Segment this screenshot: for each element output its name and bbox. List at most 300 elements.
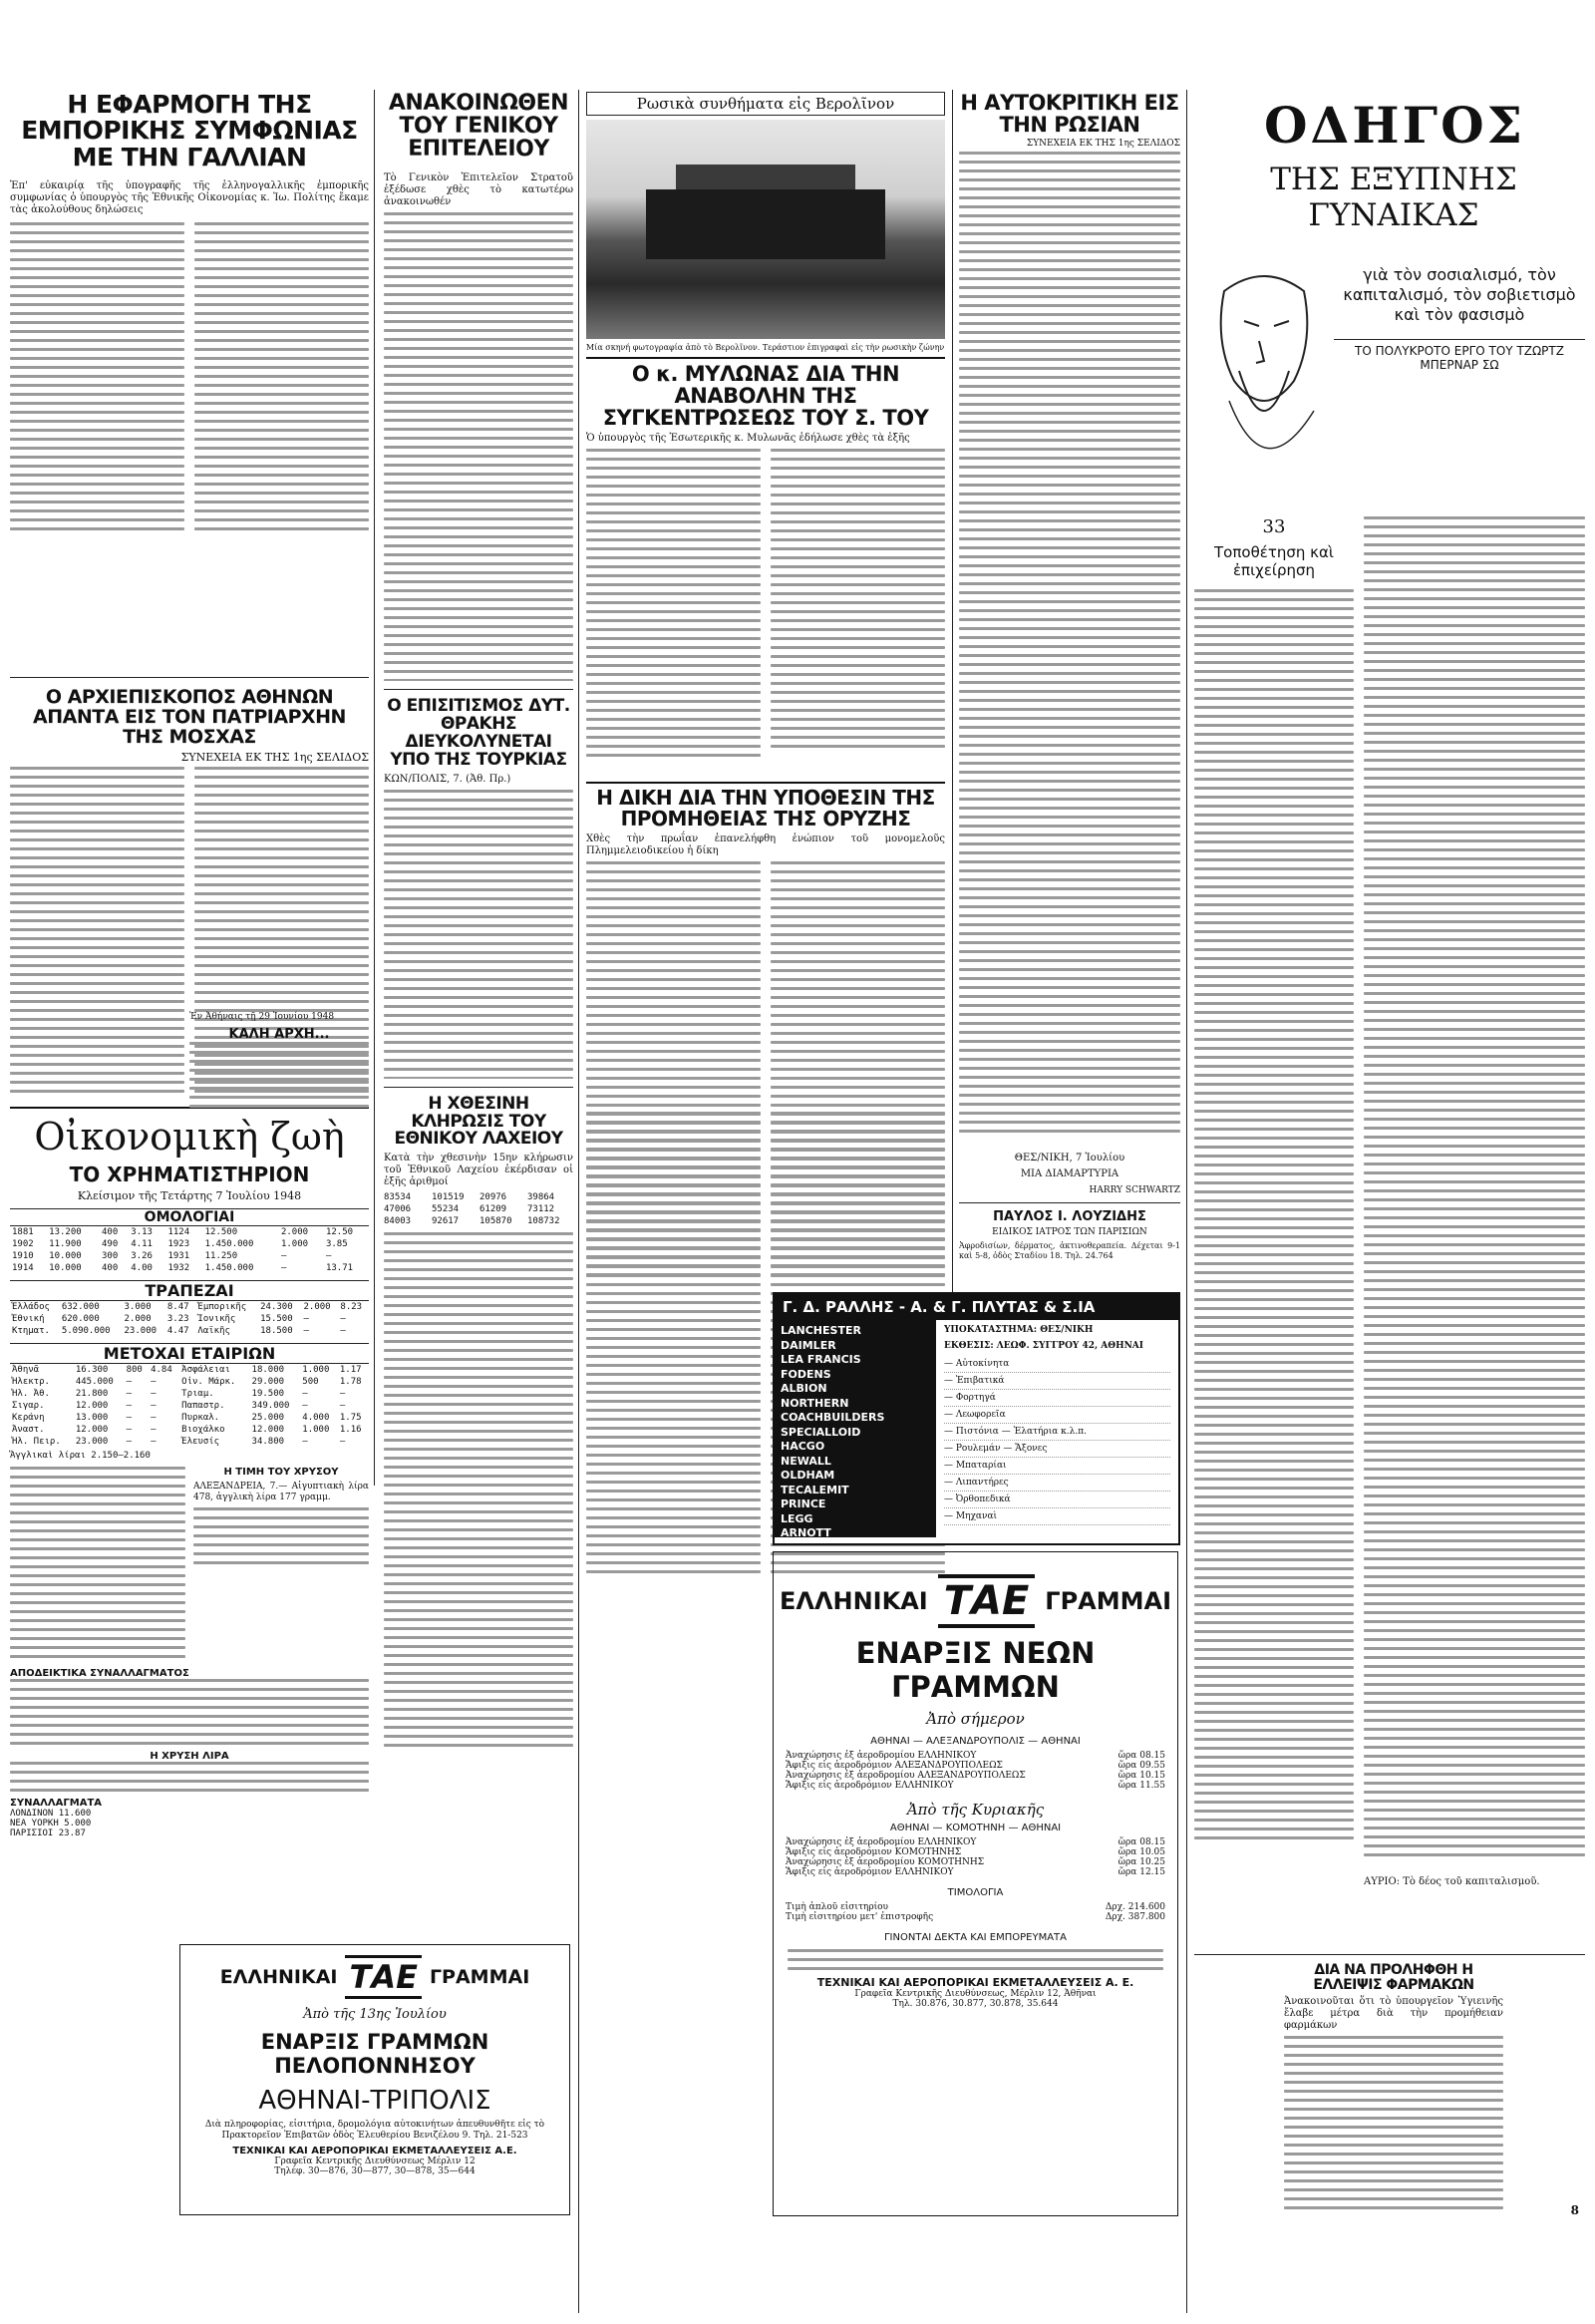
- fx-title: ΣΥΝΑΛΛΑΓΜΑΤΑ: [10, 1798, 103, 1809]
- page-number: 8: [1570, 2203, 1579, 2217]
- table-cell: —: [340, 1314, 346, 1324]
- story-headline: Ο κ. ΜΥΛΩΝΑΣ ΔΙΑ ΤΗΝ ΑΝΑΒΟΛΗΝ ΤΗΣ ΣΥΓΚΕΝΤΡΩΣΕΩΣ ΤΟΥ Σ. ΤΟΥ: [602, 362, 929, 431]
- photo-title: Ρωσικὰ συνθήματα εἰς Βερολῖνον: [586, 92, 945, 116]
- share-row: [10, 1376, 369, 1388]
- table-cell: 4.11: [131, 1239, 153, 1249]
- author-caricature-icon: [1194, 251, 1334, 510]
- ad-header: Γ. Δ. ΡΑΛΛΗΣ - Α. & Γ. ΠΛΥΤΑΣ & Σ.ΙΑ: [775, 1294, 1178, 1320]
- schedule-row: [786, 1847, 1165, 1857]
- brand-name: LANCHESTER: [781, 1324, 861, 1337]
- body-text-placeholder: [384, 212, 573, 681]
- table-cell: Ἐλευσίς: [181, 1437, 220, 1447]
- series-subtitle: γιὰ τὸν σοσιαλισμό, τὸν καπιταλισμό, τὸν σοβιετισμὸ καὶ τὸν φασισμὸ: [1343, 265, 1576, 324]
- fx-row: ΝΕΑ ΥΟΡΚΗ 5.000: [10, 1819, 92, 1828]
- ad-word: ΓΡΑΜΜΑΙ: [1045, 1587, 1172, 1615]
- bond-row: [10, 1238, 369, 1250]
- brand-name: HACGO: [781, 1440, 825, 1453]
- ad-word: ΕΛΛΗΝΙΚΑΙ: [779, 1587, 928, 1615]
- table-cell: —: [302, 1401, 308, 1411]
- product-item: — Μπαταρίαι: [944, 1458, 1170, 1475]
- ad-address: ΕΚΘΕΣΙΣ: ΛΕΩΦ. ΣΥΓΓΡΟΥ 42, ΑΘΗΝΑΙ: [944, 1341, 1144, 1351]
- fares-table: [774, 1898, 1177, 1926]
- table-cell: 4.47: [166, 1326, 189, 1336]
- table-cell: 349.000: [251, 1401, 290, 1411]
- body-text-placeholder: [586, 1112, 945, 1281]
- column-rule: [952, 90, 953, 1346]
- table-cell: 29.000: [251, 1377, 285, 1387]
- schedule-value: ὥρα 09.55: [1117, 1761, 1165, 1771]
- banks-table: [10, 1301, 369, 1337]
- sovereign-title: Η ΧΡΥΣΗ ΛΙΡΑ: [150, 1751, 229, 1762]
- photo: [586, 120, 945, 339]
- table-cell: Ἠλ. Ἀθ.: [12, 1389, 50, 1399]
- lottery-number: 83534: [384, 1192, 412, 1203]
- share-row: [10, 1364, 369, 1376]
- bonds-table: [10, 1226, 369, 1274]
- schedule-value: Δρχ. 387.800: [1105, 1912, 1165, 1922]
- product-item: — Αὐτοκίνητα: [944, 1356, 1170, 1373]
- brand-name: ALBION: [781, 1382, 827, 1395]
- table-cell: Ἑλλάδος: [12, 1302, 50, 1312]
- schedule-label: Τιμὴ εἰσιτηρίου μετ' ἐπιστροφῆς: [786, 1912, 934, 1922]
- column-2: [384, 92, 573, 1751]
- lottery-number: 105870: [479, 1216, 512, 1227]
- ad-hq: Γραφεῖα Κεντρικῆς Διευθύνσεως Μέρλιν 12: [274, 2157, 476, 2166]
- table-cell: —: [340, 1326, 346, 1336]
- brand-name: DAIMLER: [781, 1338, 836, 1352]
- brand-name: PRINCE: [781, 1497, 826, 1510]
- table-cell: Κτηματ.: [12, 1326, 50, 1336]
- brand-name: LEGG: [781, 1511, 813, 1525]
- story-kicker: ΜΙΑ ΔΙΑΜΑΡΤΥΡΙΑ: [1020, 1168, 1119, 1180]
- table-cell: Ἀσφάλειαι: [181, 1365, 230, 1375]
- table-cell: 1124: [167, 1227, 190, 1237]
- table-heading: ΤΡΑΠΕΖΑΙ: [10, 1280, 369, 1301]
- exchange-title: ΤΟ ΧΡΗΜΑΤΙΣΤΗΡΙΟΝ: [69, 1162, 310, 1186]
- table-cell: Λαϊκῆς: [197, 1326, 230, 1336]
- table-cell: —: [126, 1425, 132, 1435]
- product-item: — Μηχαναὶ: [944, 1508, 1170, 1525]
- table-cell: 11.900: [49, 1239, 82, 1249]
- story-headline: ΑΝΑΚΟΙΝΩΘΕΝ ΤΟΥ ΓΕΝΙΚΟΥ ΕΠΙΤΕΛΕΙΟΥ: [388, 91, 569, 163]
- lottery-number: 20976: [479, 1192, 507, 1203]
- table-cell: Παπαστρ.: [181, 1401, 225, 1411]
- ad-phones: Τηλ. 30.876, 30.877, 30.878, 35.644: [892, 1999, 1059, 2009]
- story-headline: Η ΑΥΤΟΚΡΙΤΙΚΗ ΕΙΣ ΤΗΝ ΡΩΣΙΑΝ: [960, 91, 1179, 138]
- body-text-placeholder: [959, 152, 1180, 1149]
- ad-from: Ἀπὸ τῆς 13ης Ἰουλίου: [303, 2007, 447, 2022]
- table-cell: 1.78: [339, 1377, 362, 1387]
- lottery-number: 101519: [432, 1192, 465, 1203]
- table-cell: 23.000: [124, 1326, 158, 1336]
- table-cell: 13.200: [49, 1227, 82, 1237]
- table-heading: ΟΜΟΛΟΓΙΑΙ: [10, 1208, 369, 1226]
- column-rule: [374, 90, 375, 1486]
- tae-small-advertisement: [179, 1944, 570, 2215]
- series-title-word: ΟΔΗΓΟΣ: [1264, 96, 1525, 155]
- tomorrow-note: ΑΥΡΙΟ: Τὸ δέος τοῦ καπιταλισμοῦ.: [1364, 1876, 1540, 1887]
- brand-name: ARNOTT: [781, 1526, 831, 1539]
- bond-row: [10, 1262, 369, 1274]
- column-rule: [1186, 90, 1187, 2313]
- ad-hq: Γραφεῖα Κεντρικῆς Διευθύνσεως, Μέρλιν 12, Ἀθῆναι: [854, 1989, 1097, 1999]
- table-cell: —: [302, 1437, 308, 1447]
- table-cell: 1902: [12, 1239, 34, 1249]
- schedule-value: ὥρα 08.15: [1117, 1837, 1165, 1847]
- story-kicker: ΣΥΝΕΧΕΙΑ ΕΚ ΤΗΣ 1ης ΣΕΛΙΔΟΣ: [1026, 139, 1180, 150]
- body-text-placeholder: [384, 1232, 573, 1751]
- economy-section: [10, 1107, 369, 1838]
- table-cell: Ἠλ. Πειρ.: [12, 1437, 61, 1447]
- bond-row: [10, 1250, 369, 1262]
- lottery-number: 47006: [384, 1204, 412, 1215]
- product-item: — Ρουλεμάν — Ἄξονες: [944, 1441, 1170, 1458]
- table-cell: 1.16: [339, 1425, 362, 1435]
- gold-title: Η ΤΙΜΗ ΤΟΥ ΧΡΥΣΟΥ: [223, 1467, 339, 1478]
- bank-row: [10, 1313, 369, 1325]
- product-item: — Ἐπιβατικά: [944, 1373, 1170, 1390]
- table-cell: 4.000: [302, 1413, 330, 1423]
- schedule-value: ὥρα 10.25: [1117, 1857, 1165, 1867]
- brand-name: NEWALL: [781, 1454, 831, 1468]
- body-text-placeholder: [189, 1042, 369, 1108]
- share-row: [10, 1400, 369, 1412]
- table-cell: 25.000: [251, 1413, 285, 1423]
- fx-row: ΛΟΝΔΙΝΟΝ 11.600: [10, 1809, 92, 1819]
- table-cell: 19.500: [251, 1389, 285, 1399]
- table-cell: 5.090.000: [61, 1326, 111, 1336]
- share-row: [10, 1412, 369, 1424]
- table-cell: Τριαμ.: [181, 1389, 214, 1399]
- table-cell: —: [151, 1437, 157, 1447]
- table-cell: 12.000: [75, 1401, 109, 1411]
- ad-company: ΤΕΧΝΙΚΑΙ ΚΑΙ ΑΕΡΟΠΟΡΙΚΑΙ ΕΚΜΕΤΑΛΛΕΥΣΕΙΣ Α.Ε.: [232, 2146, 517, 2157]
- table-cell: —: [280, 1263, 287, 1273]
- schedule-value: ὥρα 10.15: [1117, 1771, 1165, 1781]
- table-cell: 16.300: [75, 1365, 109, 1375]
- table-cell: 445.000: [75, 1377, 114, 1387]
- author: HARRY SCHWARTZ: [1089, 1185, 1180, 1196]
- schedule-label: Ἀναχώρησις ἐξ ἀεροδρομίου ΚΟΜΟΤΗΝΗΣ: [786, 1857, 985, 1867]
- table-cell: —: [151, 1389, 157, 1399]
- table-cell: Ἀναστ.: [12, 1425, 45, 1435]
- body-text-placeholder: [10, 222, 369, 671]
- table-cell: 1.450.000: [204, 1263, 254, 1273]
- table-cell: —: [302, 1389, 308, 1399]
- brand-name: SPECIALLOID: [781, 1425, 861, 1439]
- table-cell: —: [303, 1314, 309, 1324]
- ad-info: Διὰ πληροφορίας, εἰσιτήρια, δρομολόγια αὐτοκινήτων ἀπευθυνθῆτε εἰς τὸ Πρακτορεῖον Ἐπιβατῶν ὁδὸς Ἐλευθερίου Βενιζέλου 9. Τηλ. 21-523: [204, 2120, 545, 2141]
- table-cell: Κεράνη: [12, 1413, 45, 1423]
- story-lead: Χθὲς τὴν πρωΐαν ἐπανελήφθη ἐνώπιον τοῦ μονομελοῦς Πλημμελειοδικείου ἡ δίκη: [586, 833, 945, 857]
- route-schedule: [774, 1747, 1177, 1795]
- exchange-note: Ἄγγλικαὶ λίραι: [10, 1451, 86, 1461]
- body-text-placeholder: [1284, 2036, 1503, 2215]
- table-cell: 8.23: [340, 1302, 363, 1312]
- exchange-note-value: 2.150—2.160: [91, 1451, 151, 1461]
- table-heading: ΜΕΤΟΧΑΙ ΕΤΑΙΡΙΩΝ: [10, 1343, 369, 1364]
- table-cell: Πυρκαλ.: [181, 1413, 220, 1423]
- table-cell: 8.47: [166, 1302, 189, 1312]
- body-text-placeholder: [10, 1762, 369, 1792]
- table-cell: 24.300: [260, 1302, 293, 1312]
- table-cell: 4.00: [131, 1263, 153, 1273]
- table-cell: 300: [101, 1251, 119, 1261]
- table-cell: —: [126, 1389, 132, 1399]
- schedule-row: [786, 1902, 1165, 1912]
- product-item: — Λεωφορεῖα: [944, 1407, 1170, 1424]
- brand-name: NORTHERN COACHBUILDERS: [781, 1396, 885, 1424]
- table-cell: 10.000: [49, 1263, 82, 1273]
- brand-name: LEA FRANCIS: [781, 1353, 861, 1366]
- column-rule: [578, 90, 579, 2313]
- schedule-value: ὥρα 08.15: [1117, 1751, 1165, 1761]
- table-cell: —: [325, 1251, 332, 1261]
- author-portrait: [1194, 251, 1334, 510]
- ad-branch: ΥΠΟΚΑΤΑΣΤΗΜΑ: ΘΕΣ/ΝΙΚΗ: [944, 1325, 1094, 1335]
- ad-from: Ἀπὸ σήμερον: [926, 1710, 1025, 1728]
- brand-name: FODENS: [781, 1367, 831, 1381]
- photo-caption: Μία σκηνή φωτογραφία ἀπὸ τὸ Βερολῖνον. Τεράστιον ἐπιγραφαὶ εἰς τὴν ρωσικὴν ζώνην: [586, 343, 945, 352]
- schedule-row: [786, 1857, 1165, 1867]
- body-text-placeholder: [774, 1943, 1177, 1970]
- tae-advertisement: [773, 1551, 1178, 2216]
- schedule-label: Ἀναχώρησις ἐξ ἀεροδρομίου ΕΛΛΗΝΙΚΟΥ: [786, 1837, 977, 1847]
- table-cell: 34.800: [251, 1437, 285, 1447]
- table-cell: 10.000: [49, 1251, 82, 1261]
- schedule-row: [786, 1771, 1165, 1781]
- column-4: [959, 92, 1180, 1265]
- body-text-placeholder: [1364, 516, 1585, 1872]
- table-cell: 1931: [167, 1251, 190, 1261]
- table-cell: 18.500: [260, 1326, 293, 1336]
- table-cell: Ἠλεκτρ.: [12, 1377, 50, 1387]
- table-cell: Ἰονικῆς: [197, 1314, 236, 1324]
- schedule-value: ὥρα 10.05: [1117, 1847, 1165, 1857]
- body-text-placeholder: [193, 1507, 369, 1564]
- table-cell: Ἐμπορικῆς: [197, 1302, 247, 1312]
- share-row: [10, 1424, 369, 1436]
- schedule-row: [786, 1761, 1165, 1771]
- table-cell: 18.000: [251, 1365, 285, 1375]
- story-lead: Τὸ Γενικὸν Ἐπιτελεῖον Στρατοῦ ἐξέδωσε χθὲς τὸ κατωτέρω ἀνακοινωθέν: [384, 172, 573, 208]
- doctor-name: ΠΑΥΛΟΣ Ι. ΛΟΥΖΙΔΗΣ: [993, 1209, 1146, 1225]
- product-item: — Φορτηγά: [944, 1390, 1170, 1407]
- schedule-label: Ἄφιξις εἰς ἀεροδρόμιον ΕΛΛΗΝΙΚΟΥ: [786, 1867, 954, 1877]
- table-cell: 490: [101, 1239, 119, 1249]
- table-cell: —: [303, 1326, 309, 1336]
- tae-logo: ΤΑΕ: [938, 1574, 1036, 1628]
- table-cell: 12.000: [75, 1425, 109, 1435]
- series-work: ΤΟ ΠΟΛΥΚΡΟΤΟ ΕΡΓΟ ΤΟΥ ΤΖΩΡΤΖ ΜΠΕΡΝΑΡ ΣΩ: [1355, 344, 1564, 372]
- table-cell: 3.000: [124, 1302, 152, 1312]
- schedule-row: [786, 1837, 1165, 1847]
- ad-route: ΑΘΗΝΑΙ-ΤΡΙΠΟΛΙΣ: [258, 2086, 491, 2116]
- table-cell: 3.23: [166, 1314, 189, 1324]
- lottery-number: 108732: [527, 1216, 560, 1227]
- table-cell: 1910: [12, 1251, 34, 1261]
- schedule-label: Τιμὴ ἁπλοῦ εἰσιτηρίου: [786, 1902, 889, 1912]
- doctor-title: ΕΙΔΙΚΟΣ ΙΑΤΡΟΣ ΤΩΝ ΠΑΡΙΣΙΩΝ: [992, 1227, 1147, 1238]
- series-title: [1194, 92, 1585, 251]
- schedule-label: Ἄφιξις εἰς ἀεροδρόμιον ΚΟΜΟΤΗΝΗΣ: [786, 1847, 962, 1857]
- share-row: [10, 1436, 369, 1448]
- body-text-placeholder: [10, 1679, 369, 1745]
- story-lead: Ἐπ' εὐκαιρίᾳ τῆς ὑπογραφῆς τῆς ἑλληνογαλλικῆς ἐμπορικῆς συμφωνίας ὁ ὑπουργὸς τῆς Ἐθνικῆς Οἰκονομίας κ. Ἰω. Πολίτης ἔκαμε τὰς ἀκολούθους δηλώσεις: [10, 179, 369, 215]
- table-cell: 2.000: [124, 1314, 152, 1324]
- story-kicker: ΣΥΝΕΧΕΙΑ ΕΚ ΤΗΣ 1ης ΣΕΛΙΔΟΣ: [180, 750, 369, 764]
- ad-headline: ΕΝΑΡΞΙΣ ΝΕΩΝ ΓΡΑΜΜΩΝ: [855, 1636, 1096, 1704]
- ad-cargo: ΓΙΝΟΝΤΑΙ ΔΕΚΤΑ ΚΑΙ ΕΜΠΟΡΕΥΜΑΤΑ: [883, 1932, 1067, 1943]
- brand-name: OLDHAM: [781, 1469, 835, 1482]
- table-cell: —: [339, 1437, 346, 1447]
- series-title-word: ΤΗΣ ΕΞΥΠΝΗΣ ΓΥΝΑΙΚΑΣ: [1270, 162, 1517, 233]
- schedule-row: [786, 1912, 1165, 1922]
- shares-table: [10, 1364, 369, 1448]
- ad-company: ΤΕΧΝΙΚΑΙ ΚΑΙ ΑΕΡΟΠΟΡΙΚΑΙ ΕΚΜΕΤΑΛΛΕΥΣΕΙΣ Α. Ε.: [816, 1976, 1134, 1989]
- table-cell: 13.000: [75, 1413, 109, 1423]
- schedule-value: ὥρα 11.55: [1117, 1781, 1165, 1791]
- doctor-text: Ἀφροδισίων, δέρματος, ἀκτινοθεραπεία. Δέχεται 9-1 καὶ 5-8, ὁδὸς Σταδίου 18. Τηλ. 24.764: [959, 1241, 1180, 1261]
- table-cell: —: [151, 1377, 157, 1387]
- table-cell: —: [339, 1401, 346, 1411]
- ad-headline: ΕΝΑΡΞΙΣ ΓΡΑΜΜΩΝ ΠΕΛΟΠΟΝΝΗΣΟΥ: [260, 2030, 489, 2078]
- table-cell: 3.13: [131, 1227, 153, 1237]
- table-cell: 12.500: [204, 1227, 238, 1237]
- lottery-number: 61209: [479, 1204, 507, 1215]
- table-cell: —: [126, 1377, 132, 1387]
- table-cell: 1932: [167, 1263, 190, 1273]
- table-cell: 21.800: [75, 1389, 109, 1399]
- table-cell: 11.250: [204, 1251, 238, 1261]
- route-title: ΑΘΗΝΑΙ — ΚΟΜΟΤΗΝΗ — ΑΘΗΝΑΙ: [889, 1823, 1062, 1833]
- ad-word: ΓΡΑΜΜΑΙ: [429, 1966, 530, 1988]
- schedule-label: Ἀναχώρησις ἐξ ἀεροδρομίου ΕΛΛΗΝΙΚΟΥ: [786, 1751, 977, 1761]
- table-cell: 1.75: [339, 1413, 362, 1423]
- schedule-label: Ἀναχώρησις ἐξ ἀεροδρομίου ΑΛΕΞΑΝΔΡΟΥΠΟΛΕΩΣ: [786, 1771, 1026, 1781]
- table-cell: 1.000: [280, 1239, 309, 1249]
- story-headline: ΚΑΛΗ ΑΡΧΗ...: [228, 1027, 330, 1042]
- table-cell: Σιγαρ.: [12, 1401, 45, 1411]
- table-cell: Βιοχάλκο: [181, 1425, 225, 1435]
- schedule-label: Ἄφιξις εἰς ἀεροδρόμιον ΑΛΕΞΑΝΔΡΟΥΠΟΛΕΩΣ: [786, 1761, 1003, 1771]
- chapter-title: Τοποθέτηση καὶ ἐπιχείρηση: [1214, 543, 1334, 579]
- lottery-number: 92617: [432, 1216, 460, 1227]
- table-cell: —: [280, 1251, 287, 1261]
- table-cell: —: [151, 1401, 157, 1411]
- table-cell: 23.000: [75, 1437, 109, 1447]
- table-cell: 1.450.000: [204, 1239, 254, 1249]
- chapter-number: 33: [1262, 516, 1286, 537]
- product-item: — Λιπαντήρες: [944, 1475, 1170, 1492]
- table-cell: 3.85: [325, 1239, 348, 1249]
- table-cell: Ἀθηνᾶ: [12, 1365, 40, 1375]
- lottery-number: 84003: [384, 1216, 412, 1227]
- schedule-row: [786, 1751, 1165, 1761]
- story-lead: Ὁ ὑπουργὸς τῆς Ἐσωτερικῆς κ. Μυλωνᾶς ἐδήλωσε χθὲς τὰ ἑξῆς: [586, 433, 910, 445]
- table-cell: —: [126, 1437, 132, 1447]
- bank-row: [10, 1325, 369, 1337]
- fx-row: ΠΑΡΙΣΙΟΙ 23.87: [10, 1828, 86, 1838]
- pharma-story: [1194, 1954, 1585, 2215]
- story-lead: Ἀνακοινοῦται ὅτι τὸ ὑπουργεῖον Ὑγιεινῆς ἔλαβε μέτρα διὰ τὴν προμήθειαν φαρμάκων: [1284, 1996, 1503, 2032]
- brand-list: [775, 1320, 936, 1537]
- table-cell: 1881: [12, 1227, 34, 1237]
- gold-text: ΑΛΕΞΑΝΔΡΕΙΑ, 7.— Αἰγυπτιακὴ λίρα 478, ἀγγλικὴ λίρα 177 γραμμ.: [193, 1482, 369, 1502]
- schedule-row: [786, 1867, 1165, 1877]
- kali-arxi-block: [189, 1007, 369, 1114]
- story-headline: Ο ΕΠΙΣΙΤΙΣΜΟΣ ΔΥΤ. ΘΡΑΚΗΣ ΔΙΕΥΚΟΛΥΝΕΤΑΙ ΥΠΟ ΤΗΣ ΤΟΥΡΚΙΑΣ: [387, 696, 570, 770]
- table-cell: 1.000: [302, 1425, 330, 1435]
- table-cell: 12.50: [325, 1227, 354, 1237]
- story-headline: Η ΧΘΕΣΙΝΗ ΚΛΗΡΩΣΙΣ ΤΟΥ ΕΘΝΙΚΟΥ ΛΑΧΕΙΟΥ: [394, 1093, 563, 1150]
- table-cell: —: [126, 1413, 132, 1423]
- table-cell: 1.000: [302, 1365, 330, 1375]
- share-row: [10, 1388, 369, 1400]
- signature: Ἐν Ἀθήναις τῇ 29 Ἰουνίου 1948: [189, 1012, 335, 1022]
- column-5: [1194, 92, 1585, 1892]
- table-cell: Οἰν. Μάρκ.: [181, 1377, 236, 1387]
- product-item: — Πιστόνια — Ἐλατήρια κ.λ.π.: [944, 1424, 1170, 1441]
- schedule-value: ὥρα 12.15: [1117, 1867, 1165, 1877]
- contracts-title: ΑΠΟΔΕΙΚΤΙΚΑ ΣΥΝΑΛΛΑΓΜΑΤΟΣ: [10, 1668, 189, 1679]
- dateline: ΚΩΝ/ΠΟΛΙΣ, 7. (Ἀθ. Πρ.): [384, 773, 511, 785]
- table-cell: 15.500: [260, 1314, 293, 1324]
- lottery-number: 55234: [432, 1204, 460, 1215]
- lottery-numbers: [384, 1192, 573, 1226]
- table-cell: Ἐθνική: [12, 1314, 45, 1324]
- story-headline: Ο ΑΡΧΙΕΠΙΣΚΟΠΟΣ ΑΘΗΝΩΝ ΑΠΑΝΤΑ ΕΙΣ ΤΟΝ ΠΑΤΡΙΑΡΧΗΝ ΤΗΣ ΜΟΣΧΑΣ: [33, 685, 346, 748]
- table-cell: 1914: [12, 1263, 34, 1273]
- body-text-placeholder: [1194, 589, 1354, 1845]
- body-text-placeholder: [10, 1467, 185, 1664]
- table-cell: 12.000: [251, 1425, 285, 1435]
- table-cell: 620.000: [61, 1314, 100, 1324]
- brand-name: TECALEMIT: [781, 1483, 849, 1496]
- table-cell: 1.17: [339, 1365, 362, 1375]
- table-cell: —: [151, 1425, 157, 1435]
- table-cell: 800: [126, 1365, 143, 1375]
- story-headline: Η ΕΦΑΡΜΟΓΗ ΤΗΣ ΕΜΠΟΡΙΚΗΣ ΣΥΜΦΩΝΙΑΣ ΜΕ ΤΗΝ ΓΑΛΛΙΑΝ: [21, 90, 358, 171]
- product-list: [944, 1356, 1170, 1525]
- table-cell: 3.26: [131, 1251, 153, 1261]
- product-item: — Ὀρθοπεδικά: [944, 1492, 1170, 1508]
- rallis-advertisement: [773, 1292, 1180, 1545]
- lottery-number: 39864: [527, 1192, 555, 1203]
- story-lead: Κατὰ τὴν χθεσινὴν 15ην κλήρωσιν τοῦ Ἐθνικοῦ Λαχείου ἐκέρδισαν οἱ ἑξῆς ἀριθμοί: [384, 1153, 573, 1188]
- route-title: ΑΘΗΝΑΙ — ΑΛΕΞΑΝΔΡΟΥΠΟΛΙΣ — ΑΘΗΝΑΙ: [870, 1736, 1081, 1747]
- table-cell: 4.84: [151, 1365, 172, 1375]
- bond-row: [10, 1226, 369, 1238]
- story-headline: ΔΙΑ ΝΑ ΠΡΟΛΗΦΘΗ Η ΕΛΛΕΙΨΙΣ ΦΑΡΜΑΚΩΝ: [1313, 1962, 1474, 1993]
- fares-title: ΤΙΜΟΛΟΓΙΑ: [947, 1887, 1004, 1898]
- dateline: ΘΕΣ/ΝΙΚΗ, 7 Ἰουλίου: [1014, 1153, 1125, 1164]
- table-cell: —: [339, 1389, 346, 1399]
- schedule-label: Ἄφιξις εἰς ἀεροδρόμιον ΕΛΛΗΝΙΚΟΥ: [786, 1781, 954, 1791]
- story-headline: Η ΔΙΚΗ ΔΙΑ ΤΗΝ ΥΠΟΘΕΣΙΝ ΤΗΣ ΠΡΟΜΗΘΕΙΑΣ ΤΗΣ ΟΡΥΖΗΣ: [596, 786, 935, 831]
- ad-word: ΕΛΛΗΝΙΚΑΙ: [219, 1966, 338, 1988]
- schedule-row: [786, 1781, 1165, 1791]
- table-cell: 400: [101, 1263, 119, 1273]
- route-schedule: [774, 1833, 1177, 1881]
- table-cell: 500: [302, 1377, 319, 1387]
- bank-row: [10, 1301, 369, 1313]
- table-cell: —: [151, 1413, 157, 1423]
- body-text-placeholder: [384, 790, 573, 1079]
- table-cell: 400: [101, 1227, 119, 1237]
- section-title: Οἰκονομικὴ ζωὴ: [34, 1115, 345, 1159]
- table-cell: —: [126, 1401, 132, 1411]
